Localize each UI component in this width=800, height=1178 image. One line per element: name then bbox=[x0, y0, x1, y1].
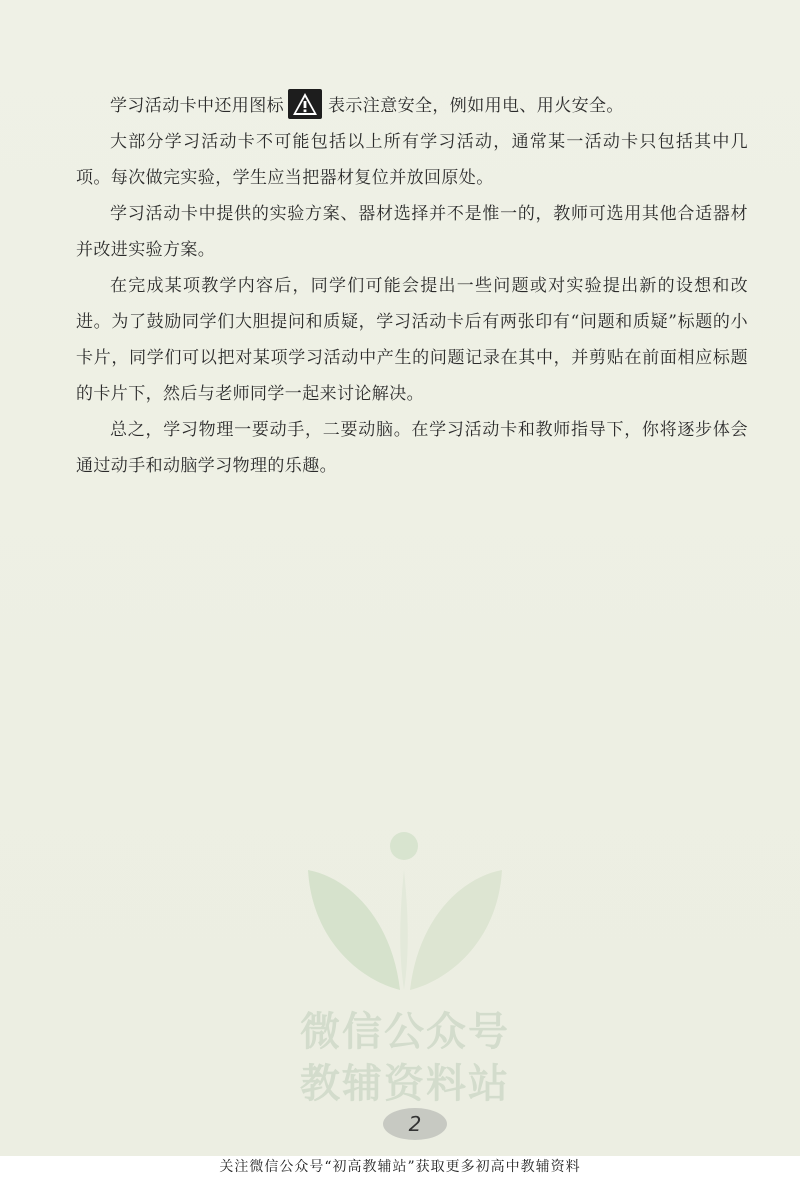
paragraph-1 bbox=[76, 88, 748, 124]
paragraph-3: 学习活动卡中提供的实验方案、器材选择并不是惟一的，教师可选用其他合适器材并改进实验方案。 bbox=[76, 204, 748, 260]
paragraph-5: 总之，学习物理一要动手，二要动脑。在学习活动卡和教师指导下，你将逐步体会通过动手和动脑学习物理的乐趣。 bbox=[76, 420, 748, 476]
paragraph-4: 在完成某项教学内容后，同学们可能会提出一些问题或对实验提出新的设想和改进。为了鼓励同学们大胆提问和质疑，学习活动卡后有两张印有“问题和质疑”标题的小卡片，同学们可以把对某项学习活动中产生的问题记录在其中，并剪贴在前面相应标题的卡片下，然后与老师同学一起来讨论解决。 bbox=[76, 276, 748, 404]
paragraph-2: 大部分学习活动卡不可能包括以上所有学习活动，通常某一活动卡只包括其中几项。每次做完实验，学生应当把器材复位并放回原处。 bbox=[76, 132, 748, 188]
leaf-logo-icon bbox=[300, 830, 510, 1000]
watermark-line-1: 微信公众号 bbox=[300, 1009, 510, 1055]
watermark bbox=[300, 830, 510, 1107]
paragraph-1-after: 表示注意安全，例如用电、用火安全。 bbox=[328, 96, 624, 116]
warning-triangle-icon bbox=[288, 89, 322, 119]
body-text bbox=[76, 88, 748, 484]
paragraph-1-before: 学习活动卡中还用图标 bbox=[110, 96, 284, 116]
page-number: 2 bbox=[383, 1108, 447, 1140]
watermark-line-2: 教辅资料站 bbox=[300, 1061, 510, 1107]
footer-banner: 关注微信公众号“初高教辅站”获取更多初高中教辅资料 bbox=[0, 1156, 800, 1178]
